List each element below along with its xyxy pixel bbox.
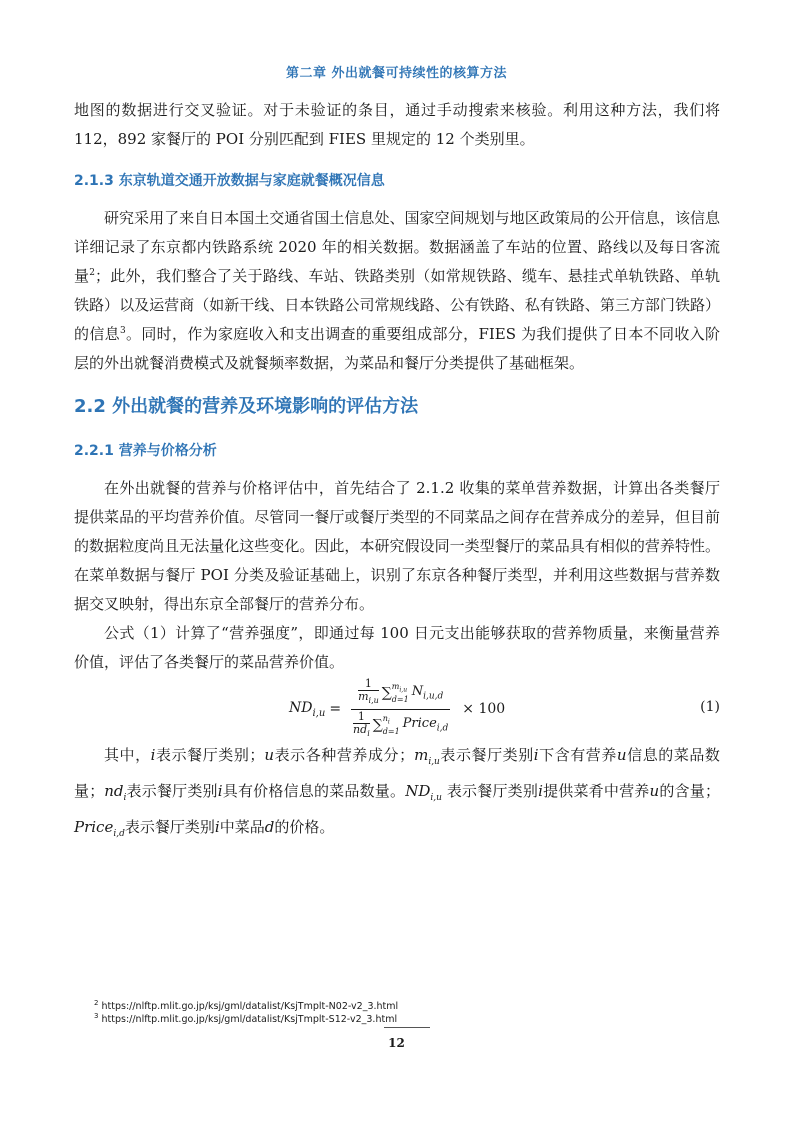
eq-sum-symbol-den: ∑ (372, 717, 383, 734)
footnote-rule (384, 1027, 430, 1028)
page-number: 12 (388, 1036, 405, 1050)
eq-numerator: $\frac{1}{m_{i,u}}$ ∑ $m_{i,u}$ d=1 $N_{i,u,d}$ (358, 677, 444, 706)
eq-fraction-bar (351, 709, 450, 710)
footnote-3: $^3$ https://nlftp.mlit.go.jp/ksj/gml/datalist/KsjTmplt-S12-v2_3.html (94, 1011, 398, 1025)
running-header: 第二章 外出就餐可持续性的核算方法 (285, 66, 508, 81)
paragraph-text-part2: ；此外，我们整合了关于路线、车站、铁路类别（如常规铁路、缆车、悬挂式单轨铁路、单轨铁路）以及运营商（如新干线、日本铁路公司常规线路、公有铁路、私有铁路、第三方部门铁路）的信息 (74, 267, 720, 343)
section-2-2-1-heading: 2.2.1 营养与价格分析 (74, 443, 217, 459)
section-2-2-1-paragraph-1: 在外出就餐的营养与价格评估中，首先结合了 2.1.2 收集的菜单营养数据，计算出各类餐厅提供菜品的平均营养价值。尽管同一餐厅或餐厅类型的不同菜品之间存在营养成分的差异，但目前的数据粒度尚且无法量化这些变化。因此，本研究假设同一类型餐厅的菜品具有相似的营养特性。在菜单数据与餐厅 POI 分类及验证基础上，识别了东京各种餐厅类型，并利用这些数据与营养数据交叉映射，得出东京全部餐厅的营养分布。 (74, 479, 720, 613)
eq-times-100: × 100 (462, 701, 506, 717)
eq-main-fraction (351, 678, 450, 739)
equation-1 (74, 677, 720, 741)
eq-denominator: $\frac{1}{nd_i}$ ∑ $n_i$ d=1 Price$_{i,d}$ (353, 709, 449, 738)
equation-number: (1) (700, 699, 720, 715)
paragraph-text-part3: 。同时，作为家庭收入和支出调查的重要组成部分，FIES 为我们提供了日本不同收入阶层的外出就餐消费模式及就餐频率数据，为菜品和餐厅分类提供了基础框架。 (74, 325, 720, 372)
section-2-1-3-paragraph (74, 204, 720, 378)
intro-paragraph: 地图的数据进行交叉验证。对于未验证的条目，通过手动搜索来核验。利用这种方法，我们将112，892 家餐厅的 POI 分别匹配到 FIES 里规定的 12 个类别里。 (74, 101, 720, 148)
variable-explanation-paragraph: 其中，i表示餐厅类别；u表示各种营养成分；$m_{i,u}$表示餐厅类别i下含有营养u信息的菜品数量；$nd_i$表示餐厅类别i具有价格信息的菜品数量。$ND_{i,u}$ 表示餐厅类别i提供菜肴中营养u的含量；Price$_{i,d}$表示餐厅类别i中菜品d的价格。 (74, 746, 720, 839)
page-content (74, 96, 720, 849)
footnote-ref-2: 2 (89, 268, 95, 278)
paragraph-text-part1: 研究采用了来自日本国土交通省国土信息处、国家空间规划与地区政策局的公开信息，该信息详细记录了东京都内铁路系统 2020 年的相关数据。数据涵盖了车站的位置、路线以及每日客流量 (74, 209, 720, 285)
eq-sum-limits: $m_{i,u}$ d=1 (391, 682, 409, 704)
footnote-2: $^2$ https://nlftp.mlit.go.jp/ksj/gml/datalist/KsjTmplt-N02-v2_3.html (94, 998, 399, 1012)
eq-lhs: $ND_{i,u}$ (289, 699, 326, 719)
section-2-2-heading: 2.2 外出就餐的营养及环境影响的评估方法 (74, 396, 419, 417)
section-2-2-1-paragraph-2: 公式（1）计算了“营养强度”，即通过每 100 日元支出能够获取的营养物质量，来衡量营养价值，评估了各类餐厅的菜品营养价值。 (74, 624, 720, 671)
eq-equals: = (329, 701, 342, 717)
eq-den-coefficient: $\frac{1}{nd_i}$ (353, 709, 370, 738)
eq-sum-symbol: ∑ (381, 684, 392, 701)
footnote-3-url[interactable]: https://nlftp.mlit.go.jp/ksj/gml/datalist/KsjTmplt-S12-v2_3.html (101, 1014, 398, 1025)
equation-body (289, 677, 505, 741)
footnote-2-url[interactable]: https://nlftp.mlit.go.jp/ksj/gml/datalist/KsjTmplt-N02-v2_3.html (101, 1001, 399, 1012)
section-2-1-3-heading: 2.1.3 东京轨道交通开放数据与家庭就餐概况信息 (74, 173, 385, 189)
eq-num-coefficient: $\frac{1}{m_{i,u}}$ (358, 677, 379, 706)
eq-sum-limits-den: $n_i$ d=1 (382, 714, 400, 736)
footnotes (94, 1000, 398, 1026)
footnote-ref-3: 3 (119, 326, 126, 336)
